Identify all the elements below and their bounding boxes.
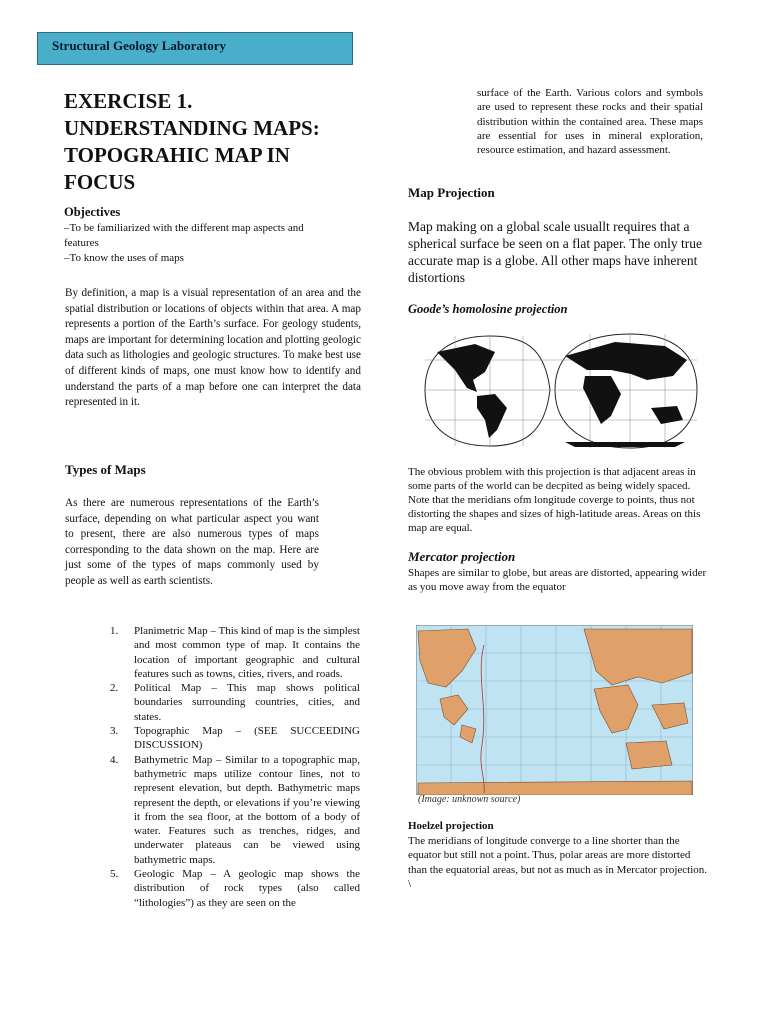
goode-heading: Goode’s homolosine projection: [408, 302, 568, 316]
title-line: TOPOGRAHIC MAP IN: [64, 143, 290, 167]
types-intro-paragraph: As there are numerous representations of the Earth’s surface, depending on what particular aspect you want to present, there are also numerous types of maps corresponding to the data shown on the map. Here are just some of the types of maps commonly used by people as well as earth scientists.: [65, 497, 319, 587]
objectives-list: [64, 221, 364, 266]
list-text: Topographic Map – (SEE SUCCEEDING DISCUSSION): [134, 725, 360, 752]
list-item: [110, 681, 360, 724]
projection-heading: Map Projection: [408, 185, 495, 200]
hoelzel-heading: Hoelzel projection: [408, 820, 494, 832]
list-number: 4.: [110, 753, 119, 766]
mercator-caption: (Image: unknown source): [418, 794, 521, 805]
list-item: –To know the uses of maps: [64, 252, 184, 264]
list-number: 3.: [110, 725, 119, 738]
mercator-paragraph: Shapes are similar to globe, but areas are distorted, appearing wider as you move away from the equator: [408, 567, 707, 594]
list-text: Geologic Map – A geologic map shows the distribution of rock types (also called “lithologies”) as they are seen on the: [134, 868, 360, 909]
goode-projection-image: [415, 330, 705, 452]
mercator-projection-image: [416, 625, 693, 795]
mercator-heading: Mercator projection: [408, 549, 516, 564]
objectives-heading: Objectives: [64, 205, 121, 219]
title-line: FOCUS: [64, 170, 136, 194]
title-line: UNDERSTANDING MAPS:: [64, 116, 320, 140]
continued-paragraph: surface of the Earth. Various colors and symbols are used to represent these rocks and their spatial distribution within the contained area. These maps are essential for uses in mineral exploration, resource estimation, and hazard assessment.: [477, 87, 703, 157]
list-text: Bathymetric Map – Similar to a topographic map, bathymetric maps utilize contour lines, not to represent elevation, but depth. Bathymetric maps represent the depth, or elevations if you’re viewing it from the sea floor, at the bottom of a body of water. Features such as trenches, ridges, and underwater plateaus can be viewed using bathymetric maps.: [134, 753, 360, 866]
list-item: [110, 867, 360, 910]
title-line: EXERCISE 1.: [64, 89, 193, 113]
hoelzel-paragraph: The meridians of longitude converge to a line shorter than the equator but still not a point. Thus, polar areas are more distorted than the equatorial areas, but not as much as in Mercator projection. \: [408, 835, 708, 890]
map-types-list: [110, 624, 360, 910]
list-item: [110, 753, 360, 867]
list-item: features: [64, 237, 99, 249]
list-item: –To be familiarized with the different map aspects and: [64, 222, 304, 234]
page-title: [64, 88, 384, 196]
goode-paragraph: The obvious problem with this projection is that adjacent areas in some parts of the world can be decpited as being widely spaced. Note that the meridians ofm longitude coverge to points, thus not distorting the shapes and sizes of high-latitude areas. Areas on this map are equal.: [408, 466, 701, 534]
projection-paragraph: Map making on a global scale usuallt requires that a spherical surface be seen on a flat paper. The only true accurate map is a globe. All other maps have inherent distortions: [408, 219, 703, 285]
list-number: 2.: [110, 682, 119, 695]
types-heading: Types of Maps: [65, 462, 146, 477]
list-number: 5.: [110, 868, 119, 881]
list-item: [110, 724, 360, 753]
list-text: Planimetric Map – This kind of map is the simplest and most common type of map. It contains the location of important geographic and cultural features such as towns, cities, rivers, and roads.: [134, 625, 360, 680]
list-number: 1.: [110, 625, 119, 637]
list-item: [110, 624, 360, 681]
banner-title: Structural Geology Laboratory: [52, 38, 227, 53]
intro-paragraph: By definition, a map is a visual representation of an area and the spatial distribution or locations of objects within that area. A map represents a portion of the Earth’s surface. For geology students, maps are important for determining location and plotting geologic data such as lithologies and geologic structures. To make best use of different kinds of maps, one must know how to identify and understand the parts of a map before one can interpret the data represented in it.: [65, 287, 361, 409]
list-text: Political Map – This map shows political boundaries surrounding countries, cities, and states.: [134, 682, 360, 723]
